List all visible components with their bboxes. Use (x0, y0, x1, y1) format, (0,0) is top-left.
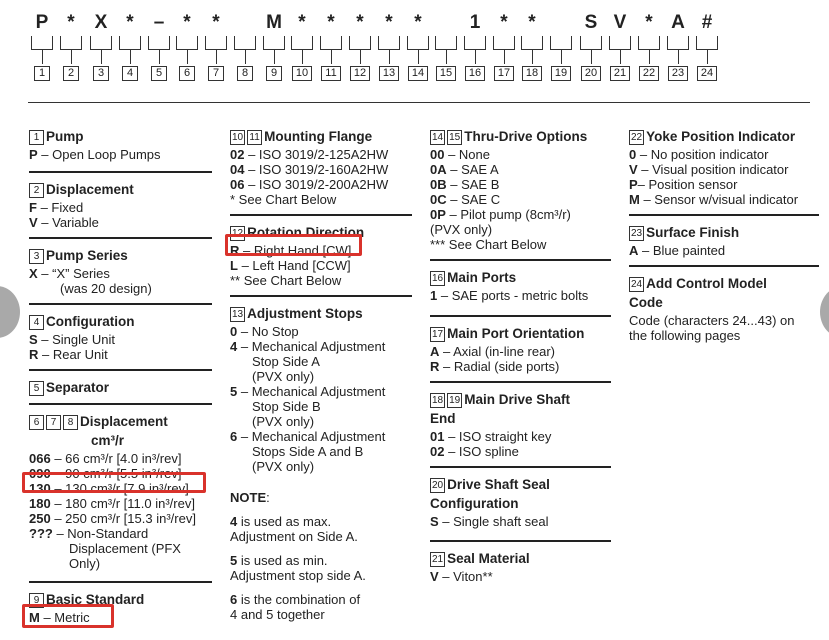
code-bracket (31, 36, 53, 50)
position-number: 23 (668, 66, 688, 81)
highlight-right-hand (225, 234, 362, 256)
code-bracket (291, 36, 313, 50)
code-char: * (385, 12, 393, 33)
code-bracket (263, 36, 285, 50)
section-yoke-indicator: 22 Yoke Position Indicator 0 – No position indicator V – Visual position indicator P– Position sensor M – Sensor w/visual indicator (629, 129, 799, 207)
code-bracket (435, 36, 457, 50)
highlight-metric (22, 604, 114, 628)
section-thru-drive: 14 15 Thru-Drive Options 00 – None 0A – SAE A 0B – SAE B 0C – SAE C 0P – Pilot pump (8cm³/r) (PVX only) *** See Chart Below (430, 129, 588, 252)
position-number: 4 (122, 66, 138, 81)
code-bracket (667, 36, 689, 50)
code-bracket (176, 36, 198, 50)
code-bracket (320, 36, 342, 50)
code-bracket (148, 36, 170, 50)
prev-page-button[interactable] (0, 286, 20, 338)
code-char: * (500, 12, 508, 33)
position-number: 3 (93, 66, 109, 81)
position-number: 9 (266, 66, 282, 81)
code-char: * (67, 12, 75, 33)
section-drive-shaft: 18 19 Main Drive Shaft End 01 – ISO straight key 02 – ISO spline (430, 392, 571, 459)
section-title: Pump (46, 129, 84, 144)
code-bracket (205, 36, 227, 50)
position-number: 14 (408, 66, 428, 81)
position-number: 12 (350, 66, 370, 81)
code-char: * (183, 12, 191, 33)
position-number: 1 (34, 66, 50, 81)
code-bracket (60, 36, 82, 50)
option-right-hand[interactable]: R – Right Hand [CW] (230, 243, 352, 258)
position-number: 16 (465, 66, 485, 81)
code-bracket (234, 36, 256, 50)
option-130[interactable]: 130 – 130 cm³/r [7.9 in³/rev] (29, 481, 189, 496)
section-shaft-seal: 20 Drive Shaft Seal Configuration S – Single shaft seal (430, 477, 550, 529)
code-bracket (349, 36, 371, 50)
code-bracket (638, 36, 660, 50)
section-displacement: 2 Displacement F – Fixed V – Variable (29, 182, 134, 230)
code-char: * (126, 12, 134, 33)
section-pump-series: 3 Pump Series X – “X” Series (was 20 design) (29, 248, 152, 296)
section-seal-material: 21 Seal Material V – Viton** (430, 551, 530, 584)
section-mounting-flange: 10 11 Mounting Flange 02 – ISO 3019/2-125A2HW 04 – ISO 3019/2-160A2HW 06 – ISO 3019/2-200A2HW * See Chart Below (230, 129, 389, 207)
code-bracket (378, 36, 400, 50)
code-bracket (550, 36, 572, 50)
code-char: * (298, 12, 306, 33)
header-divider (28, 102, 810, 103)
code-char: * (414, 12, 422, 33)
code-bracket (493, 36, 515, 50)
code-bracket (609, 36, 631, 50)
column-3 (430, 128, 611, 591)
code-char: P (35, 12, 49, 33)
section-port-orientation: 17 Main Port Orientation A – Axial (in-line rear) R – Radial (side ports) (430, 326, 585, 374)
code-char: # (701, 12, 713, 33)
code-char: S (584, 12, 598, 33)
code-bracket (90, 36, 112, 50)
code-bracket (119, 36, 141, 50)
section-note: NOTE: 4 is used as max. Adjustment on Side A. 5 is used as min. Adjustment stop side A. 6 is the combination of 4 and 5 together (230, 490, 366, 622)
highlight-130 (22, 472, 206, 493)
section-displacement-cm: 6 7 8 Displacement cm³/r 066 – 66 cm³/r [4.0 in³/rev] 090 – 90 cm³/r [5.5 in³/rev] 130 – 130 cm³/r [7.9 in³/rev] 180 – 180 cm³/r [11.0 in³/rev] 250 – 250 cm³/r [15.3 in³/rev] ??? – Non-Standard Displacement (PFX Only) (29, 413, 212, 571)
position-number: 15 (436, 66, 456, 81)
column-4 (629, 128, 819, 350)
next-page-button[interactable] (820, 286, 829, 338)
code-char: M (266, 12, 282, 33)
code-char: * (356, 12, 364, 33)
code-bracket (580, 36, 602, 50)
code-char: A (671, 12, 685, 33)
section-main-ports: 16 Main Ports 1 – SAE ports - metric bolts (430, 270, 589, 303)
code-char: 1 (469, 12, 481, 33)
code-bracket (464, 36, 486, 50)
section-rotation: 12 Rotation Direction R – Right Hand [CW] L – Left Hand [CCW] ** See Chart Below (230, 224, 412, 288)
position-number: 13 (379, 66, 399, 81)
section-control-code: 24 Add Control Model Code Code (characters 24...43) on the following pages (629, 276, 795, 343)
code-char: * (212, 12, 220, 33)
code-bracket (407, 36, 429, 50)
code-char: X (94, 12, 108, 33)
position-number: 11 (321, 66, 341, 81)
position-number: 21 (610, 66, 630, 81)
code-char: V (613, 12, 627, 33)
section-configuration: 4 Configuration S – Single Unit R – Rear Unit (29, 314, 135, 362)
option-metric[interactable]: M – Metric (29, 610, 90, 625)
position-number: 22 (639, 66, 659, 81)
section-surface-finish: 23 Surface Finish A – Blue painted (629, 225, 740, 258)
position-number: 8 (237, 66, 253, 81)
position-number: 10 (292, 66, 312, 81)
code-char: – (153, 12, 165, 33)
section-pump: 1 Pump P – Open Loop Pumps (29, 129, 161, 162)
section-separator: 5 Separator (29, 379, 212, 396)
code-bracket (696, 36, 718, 50)
code-bracket (521, 36, 543, 50)
position-number: 17 (494, 66, 514, 81)
code-char: * (327, 12, 335, 33)
section-adjustment-stops: 13 Adjustment Stops 0 – No Stop 4 – Mechanical Adjustment Stop Side A (PVX only) 5 – Mechanical Adjustment Stop Side B (PVX only) 6 – Mechanical Adjustment Stops Side A and B (PVX only) (230, 306, 386, 474)
position-number: 7 (208, 66, 224, 81)
position-number: 2 (63, 66, 79, 81)
code-char: * (528, 12, 536, 33)
section-basic-standard: 9 Basic Standard M – Metric (29, 591, 212, 625)
code-char: * (645, 12, 653, 33)
position-number: 18 (522, 66, 542, 81)
position-number: 19 (551, 66, 571, 81)
position-number: 6 (179, 66, 195, 81)
position-number: 24 (697, 66, 717, 81)
section-number: 1 (29, 130, 44, 145)
column-1 (29, 128, 212, 632)
position-number: 5 (151, 66, 167, 81)
column-2 (230, 128, 412, 629)
position-number: 20 (581, 66, 601, 81)
